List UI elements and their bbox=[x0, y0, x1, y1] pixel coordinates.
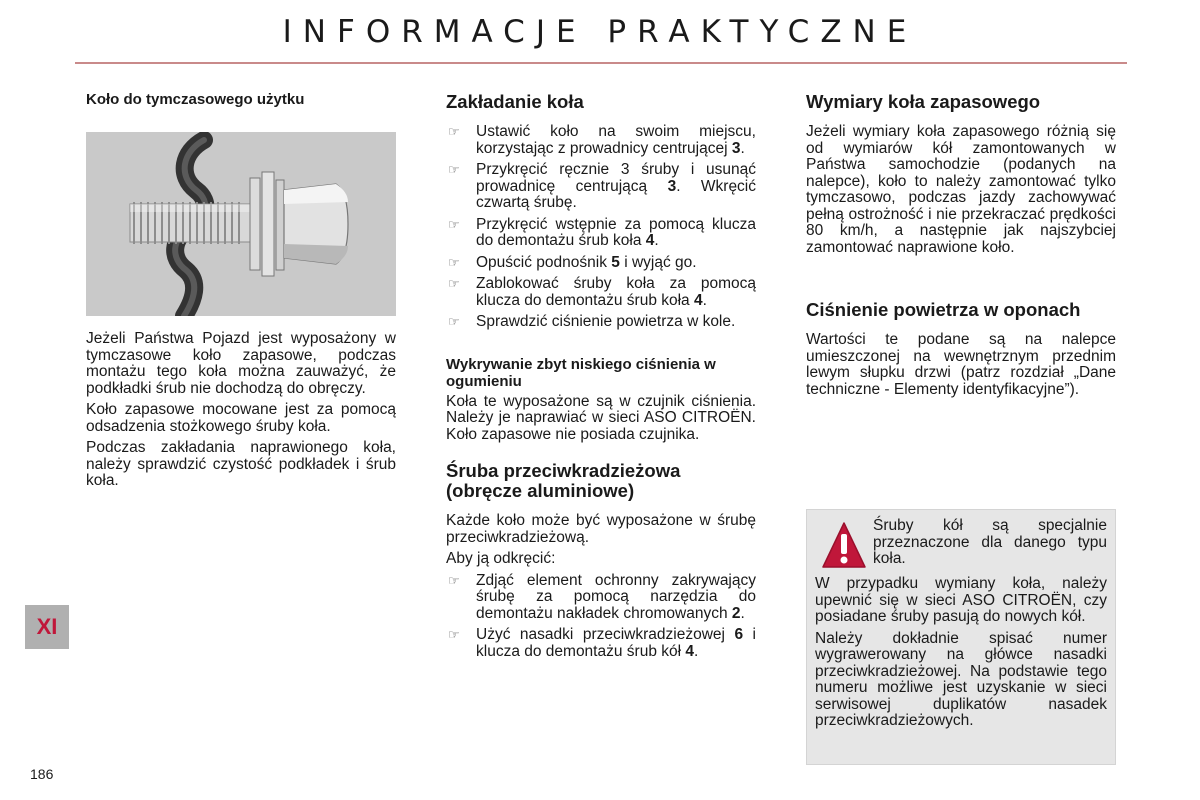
column-middle bbox=[446, 86, 756, 665]
hand-pointer-icon: ☞ bbox=[448, 276, 460, 291]
paragraph-anti-theft-intro: Każde koło może być wyposażone w śrubę przeciwkradzieżową. bbox=[446, 512, 756, 546]
heading-wheel-mounting: Zakładanie koła bbox=[446, 91, 584, 112]
page-number: 186 bbox=[30, 766, 54, 782]
anti-theft-steps bbox=[446, 573, 756, 661]
page-title: INFORMACJE PRAKTYCZNE bbox=[282, 14, 918, 50]
heading-spare-wheel-dimensions: Wymiary koła zapasowego bbox=[806, 91, 1041, 112]
warning-paragraph-2: W przypadku wymiany koła, należy upewnić się w sieci ASO CITROËN, czy posiadane śruby pasują do nowych kół. bbox=[815, 575, 1107, 625]
heading-anti-theft-bolt: Śruba przeciwkradzieżowa (obręcze aluminiowe) bbox=[446, 460, 681, 501]
warning-paragraph-1: Śruby kół są specjalnie przeznaczone dla danego typu koła. bbox=[873, 517, 1107, 567]
wheel-mounting-steps bbox=[446, 124, 756, 331]
column-right bbox=[806, 86, 1116, 398]
title-divider bbox=[75, 62, 1127, 64]
warning-paragraph-3: Należy dokładnie spisać numer wygrawerowany na główce nasadki przeciwkradzieżowej. Na podstawie tego numeru możliwe jest uzyskanie w sieci serwisowej duplikatów nasadek przeciwkradzieżowych. bbox=[815, 629, 1107, 729]
hand-pointer-icon: ☞ bbox=[448, 254, 460, 270]
wheel-bolt-illustration bbox=[86, 132, 396, 316]
paragraph-tyre-pressure: Wartości te podane są na nalepce umieszczonej na wewnętrznym przednim lewym słupku drzwi (patrz rozdział „Dane techniczne - Elementy identyfikacyjne”). bbox=[806, 331, 1116, 398]
hand-pointer-icon: ☞ bbox=[448, 124, 460, 139]
paragraph-temp-wheel-1: Jeżeli Państwa Pojazd jest wyposażony w tymczasowe koło zapasowe, podczas montażu tego koła można zauważyć, że podkładki śrub nie dochodzą do obręczy. bbox=[86, 330, 396, 397]
heading-tyre-pressure: Ciśnienie powietrza w oponach bbox=[806, 299, 1081, 320]
list-item: ☞ Przykręcić wstępnie za pomocą klucza do demontażu śrub koła 4. bbox=[448, 215, 756, 249]
list-item: ☞ Sprawdzić ciśnienie powietrza w kole. bbox=[448, 313, 736, 330]
list-item: ☞ Użyć nasadki przeciwkradzieżowej 6 i klucza do demontażu śrub kół 4. bbox=[448, 626, 757, 660]
list-item: ☞ Zablokować śruby koła za pomocą klucza do demontażu śrub koła 4. bbox=[448, 275, 756, 309]
heading-temp-wheel: Koło do tymczasowego użytku bbox=[86, 91, 305, 108]
hand-pointer-icon: ☞ bbox=[448, 162, 460, 177]
warning-exclamation-icon bbox=[821, 520, 867, 570]
hand-pointer-icon: ☞ bbox=[448, 314, 460, 329]
hand-pointer-icon: ☞ bbox=[448, 627, 460, 642]
heading-low-pressure-detection: Wykrywanie zbyt niskiego ciśnienia w ogumieniu bbox=[446, 355, 716, 390]
paragraph-spare-wheel-dimensions: Jeżeli wymiary koła zapasowego różnią się od wymiarów kół zamontowanych w Państwa samochodzie (podanych na nalepce), koło to należy zamontować tylko tymczasowo, podczas jazdy zachowywać pełną ostrożność i nie przekraczać prędkości 80 km/h, a następnie jak najszybciej zamontować naprawione koło. bbox=[806, 123, 1116, 256]
list-item: ☞ Zdjąć element ochronny zakrywający śrubę za pomocą narzędzia do demontażu nakładek chromowanych 2. bbox=[448, 571, 756, 622]
paragraph-temp-wheel-2: Koło zapasowe mocowane jest za pomocą odsadzenia stożkowego śruby koła. bbox=[86, 401, 396, 435]
list-item: ☞ Ustawić koło na swoim miejscu, korzystając z prowadnicy centrującej 3. bbox=[448, 123, 756, 157]
warning-header bbox=[815, 518, 1107, 572]
wheel-bolt-figure bbox=[86, 132, 396, 316]
warning-box bbox=[806, 509, 1116, 765]
hand-pointer-icon: ☞ bbox=[448, 216, 460, 232]
chapter-tab: XI bbox=[25, 605, 69, 649]
paragraph-anti-theft-how: Aby ją odkręcić: bbox=[446, 550, 556, 567]
column-left bbox=[86, 86, 396, 490]
list-item: ☞ Opuścić podnośnik 5 i wyjąć go. bbox=[448, 253, 697, 271]
hand-pointer-icon: ☞ bbox=[448, 572, 460, 588]
paragraph-low-pressure: Koła te wyposażone są w czujnik ciśnienia. Należy je naprawiać w sieci ASO CITROËN. Koło zapasowe nie posiada czujnika. bbox=[446, 392, 756, 443]
list-item: ☞ Przykręcić ręcznie 3 śruby i usunąć prowadnicę centrującą 3. Wkręcić czwartą śrubę. bbox=[448, 161, 757, 211]
paragraph-temp-wheel-3: Podczas zakładania naprawionego koła, należy sprawdzić czystość podkładek i śrub koła. bbox=[86, 439, 396, 489]
